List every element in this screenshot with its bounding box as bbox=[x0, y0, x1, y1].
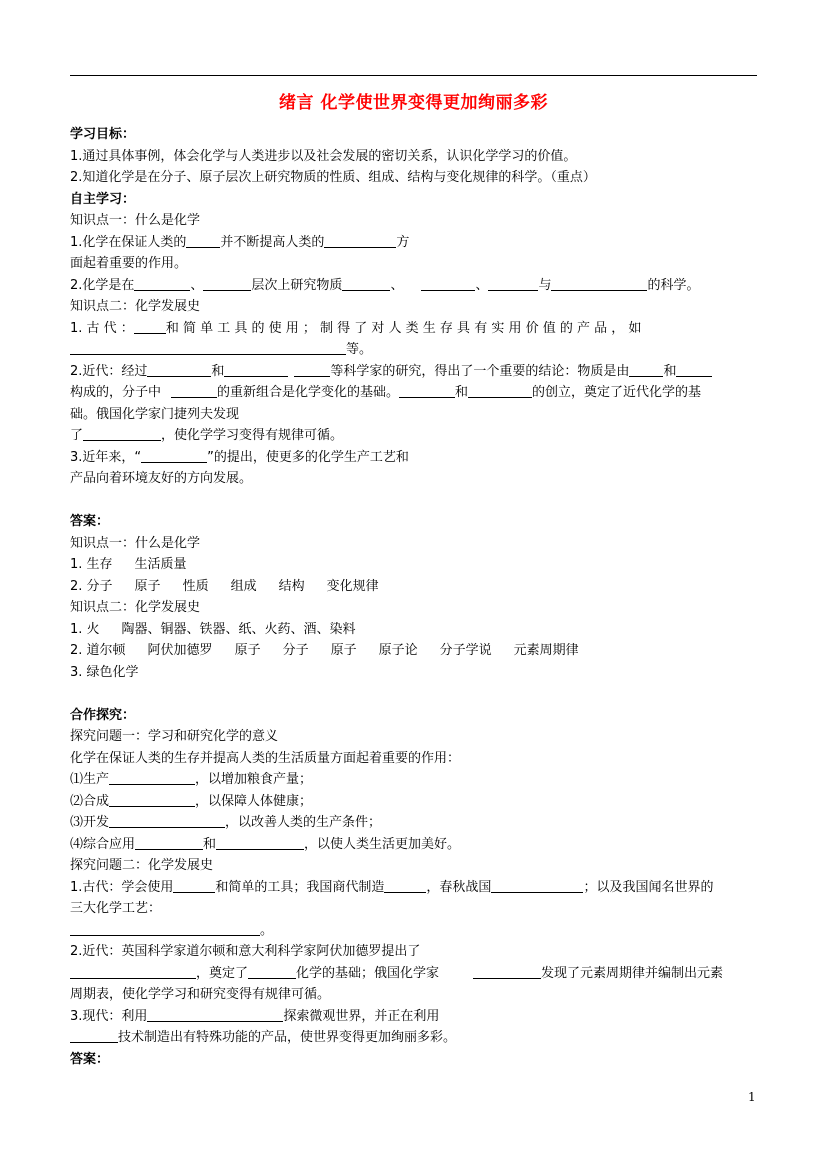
blank[interactable] bbox=[173, 877, 215, 893]
blank[interactable] bbox=[421, 275, 475, 291]
question-line: ，奠定了 化学的基础；俄国化学家 发现了元素周期律并编制出元素 bbox=[70, 963, 760, 985]
blank[interactable] bbox=[224, 361, 288, 377]
question-line: 1.古代：学会使用 和简单的工具；我国商代制造 ，春秋战国 ；以及我国闻名世界的 bbox=[70, 877, 760, 899]
blank[interactable] bbox=[216, 834, 304, 850]
answer-row: 3. 绿色化学 bbox=[70, 664, 139, 680]
blank[interactable] bbox=[384, 877, 426, 893]
answers-heading-2: 答案： bbox=[70, 1051, 110, 1067]
blank[interactable] bbox=[676, 361, 712, 377]
blank[interactable] bbox=[147, 361, 211, 377]
objectives-heading: 学习目标： bbox=[70, 127, 136, 142]
answer-k2-title: 知识点二：化学发展史 bbox=[70, 600, 201, 615]
blank[interactable] bbox=[629, 361, 663, 377]
problem-1-intro: 化学在保证人类的生存并提高人类的生活质量方面起着重要的作用： bbox=[70, 750, 461, 766]
question-line: 1. 古 代 ： 和 简 单 工 具 的 使 用 ； 制 得 了 对 人 类 生 存 具 有 实 用 价 值 的 产 品 ， 如 bbox=[70, 318, 760, 340]
blank[interactable] bbox=[468, 382, 532, 398]
blank[interactable] bbox=[70, 963, 196, 979]
blank[interactable] bbox=[109, 791, 195, 807]
question-line: ⑷综合应用 和 ，以使人类生活更加美好。 bbox=[70, 834, 760, 856]
question-line: 础。俄国化学家门捷列夫发现 bbox=[70, 406, 240, 422]
question-line: 2.化学是在 、 层次上研究物质 、 、 与 的科学。 bbox=[70, 275, 760, 297]
question-line: ⑴生产 ，以增加粮食产量； bbox=[70, 769, 760, 791]
question-line: 构成的，分子中 的重新组合是化学变化的基础。 和 的创立，奠定了近代化学的基 bbox=[70, 382, 760, 404]
blank[interactable] bbox=[70, 339, 346, 355]
header-rule bbox=[70, 75, 757, 76]
question-line: 等。 bbox=[70, 339, 760, 361]
problem-1-title: 探究问题一：学习和研究化学的意义 bbox=[70, 729, 279, 744]
question-line: ⑶开发 ，以改善人类的生产条件； bbox=[70, 812, 760, 834]
cooperation-heading: 合作探究： bbox=[70, 707, 136, 723]
blank[interactable] bbox=[488, 275, 538, 291]
answer-row: 1. 生存 生活质量 bbox=[70, 557, 187, 572]
page-title: 绪言 化学使世界变得更加绚丽多彩 bbox=[279, 93, 548, 113]
question-line: 产品向着环境友好的方向发展。 bbox=[70, 471, 253, 486]
blank[interactable] bbox=[473, 963, 541, 979]
knowledge-point-1-title: 知识点一：什么是化学 bbox=[70, 213, 201, 228]
objective-item: 1.通过具体事例，体会化学与人类进步以及社会发展的密切关系，认识化学学习的价值。 bbox=[70, 148, 577, 164]
question-line: 1.化学在保证人类的 并不断提高人类的 方 bbox=[70, 232, 760, 254]
blank[interactable] bbox=[109, 769, 195, 785]
blank[interactable] bbox=[70, 920, 260, 936]
self-study-heading: 自主学习： bbox=[70, 191, 136, 207]
blank[interactable] bbox=[186, 232, 220, 248]
blank[interactable] bbox=[83, 425, 161, 441]
blank[interactable] bbox=[134, 318, 166, 334]
blank[interactable] bbox=[203, 275, 251, 291]
knowledge-point-2-title: 知识点二：化学发展史 bbox=[70, 299, 201, 314]
problem-2-title: 探究问题二：化学发展史 bbox=[70, 858, 214, 873]
blank[interactable] bbox=[141, 447, 207, 463]
blank[interactable] bbox=[70, 1027, 118, 1043]
question-line: 周期表，使化学学习和研究变得有规律可循。 bbox=[70, 987, 331, 1002]
blank[interactable] bbox=[342, 275, 390, 291]
answer-k1-title: 知识点一：什么是化学 bbox=[70, 535, 201, 551]
answer-row: 1. 火 陶器、铜器、铁器、纸、火药、酒、染料 bbox=[70, 621, 356, 637]
blank[interactable] bbox=[248, 963, 296, 979]
question-line: 技术制造出有特殊功能的产品，使世界变得更加绚丽多彩。 bbox=[70, 1027, 760, 1049]
blank[interactable] bbox=[135, 834, 203, 850]
question-line: 了 ，使化学学习变得有规律可循。 bbox=[70, 425, 760, 447]
blank[interactable] bbox=[491, 877, 583, 893]
blank[interactable] bbox=[171, 382, 217, 398]
blank[interactable] bbox=[551, 275, 647, 291]
answer-row: 2. 道尔顿 阿伏加德罗 原子 分子 原子 原子论 分子学说 元素周期律 bbox=[70, 643, 579, 658]
question-line: 3.近年来，“ ”的提出，使更多的化学生产工艺和 bbox=[70, 447, 760, 469]
question-line: 三大化学工艺： bbox=[70, 901, 162, 916]
document-body bbox=[70, 124, 760, 1070]
blank[interactable] bbox=[109, 812, 225, 828]
blank[interactable] bbox=[399, 382, 455, 398]
blank[interactable] bbox=[294, 361, 330, 377]
question-line: 2.近代：英国科学家道尔顿和意大利科学家阿伏加德罗提出了 bbox=[70, 944, 421, 959]
page-number: 1 bbox=[748, 1090, 756, 1104]
answers-heading: 答案： bbox=[70, 514, 110, 529]
question-line: 面起着重要的作用。 bbox=[70, 256, 188, 271]
answer-row: 2. 分子 原子 性质 组成 结构 变化规律 bbox=[70, 578, 379, 594]
objective-item: 2.知道化学是在分子、原子层次上研究物质的性质、组成、结构与变化规律的科学。（重点） bbox=[70, 170, 596, 185]
blank[interactable] bbox=[324, 232, 396, 248]
blank[interactable] bbox=[147, 1006, 283, 1022]
question-line: 3.现代：利用 探索微观世界，并正在利用 bbox=[70, 1006, 760, 1028]
question-line: 。 bbox=[70, 920, 760, 942]
question-line: ⑵合成 ，以保障人体健康； bbox=[70, 791, 760, 813]
question-line: 2.近代：经过 和 等科学家的研究，得出了一个重要的结论：物质是由 和 bbox=[70, 361, 760, 383]
blank[interactable] bbox=[134, 275, 190, 291]
